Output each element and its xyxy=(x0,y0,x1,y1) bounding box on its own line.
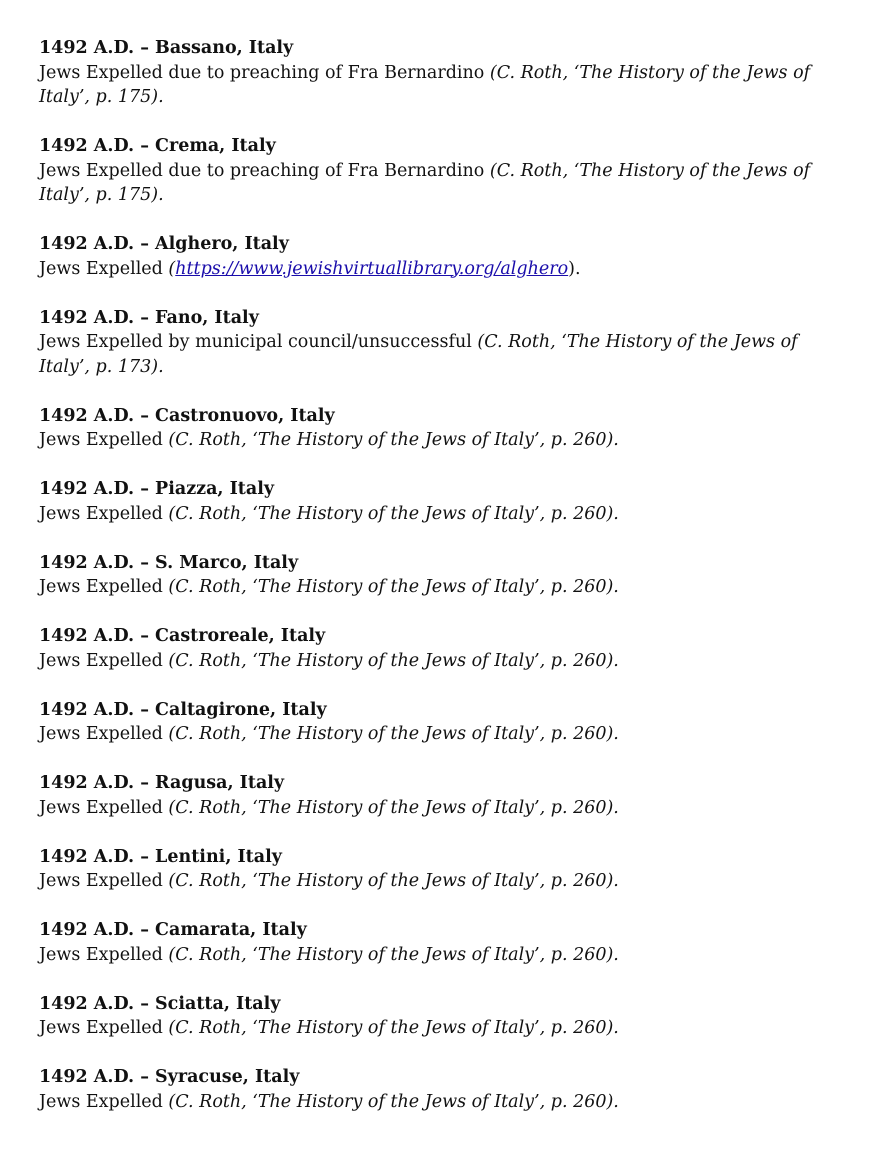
entry-heading: 1492 A.D. – Bassano, Italy xyxy=(39,38,294,58)
entry-text: Jews Expelled xyxy=(39,1091,169,1112)
entry-text: Jews Expelled xyxy=(39,944,169,965)
entry-heading: 1492 A.D. – Piazza, Italy xyxy=(39,479,275,499)
entry-heading: 1492 A.D. – Caltagirone, Italy xyxy=(39,699,327,720)
entry-citation: (C. Roth, ‘The History of the Jews of Italy’, p. 260). xyxy=(168,724,619,744)
entry-citation: (C. Roth, ‘The History of the Jews of Italy’, p. 260). xyxy=(168,577,619,597)
entry-fano xyxy=(39,306,819,380)
entry-heading: 1492 A.D. – S. Marco, Italy xyxy=(39,552,299,573)
entry-citation: (C. Roth, ‘The History of the Jews of Italy’, p. 260). xyxy=(168,871,619,891)
entry-text: Jews Expelled xyxy=(39,871,169,891)
entry-caltagirone xyxy=(39,698,819,747)
entry-heading: 1492 A.D. – Castronuovo, Italy xyxy=(39,405,335,426)
entry-text: Jews Expelled due to preaching of Fra Bernardino xyxy=(39,160,490,181)
entry-body xyxy=(39,722,819,747)
document-body xyxy=(39,36,819,1139)
entry-piazza xyxy=(39,477,819,526)
entry-text: Jews Expelled by municipal council/unsuccessful xyxy=(39,332,478,352)
entry-heading: 1492 A.D. – Fano, Italy xyxy=(39,307,259,328)
entry-s-marco xyxy=(39,551,819,600)
entry-text: Jews Expelled xyxy=(39,1018,169,1038)
entry-citation: (C. Roth, ‘The History of the Jews of Italy’, p. 175). xyxy=(39,160,811,205)
entry-citation: (C. Roth, ‘The History of the Jews of Italy’, p. 260). xyxy=(168,430,619,450)
entry-heading: 1492 A.D. – Sciatta, Italy xyxy=(39,993,281,1014)
entry-text: Jews Expelled xyxy=(39,430,169,450)
entry-crema xyxy=(39,134,819,208)
entry-heading: 1492 A.D. – Lentini, Italy xyxy=(39,846,282,867)
entry-body xyxy=(39,428,819,453)
entry-text: Jews Expelled xyxy=(39,797,169,818)
entry-syracuse xyxy=(39,1065,819,1114)
entry-body xyxy=(39,1016,819,1041)
entry-heading: 1492 A.D. – Camarata, Italy xyxy=(39,920,307,940)
entry-lentini xyxy=(39,845,819,894)
entry-citation: (C. Roth, ‘The History of the Jews of Italy’, p. 260). xyxy=(168,797,619,818)
entry-castronuovo xyxy=(39,404,819,453)
entry-body xyxy=(39,257,819,282)
entry-castroreale xyxy=(39,624,819,673)
entry-text: Jews Expelled due to preaching of Fra Bernardino xyxy=(39,62,490,83)
entry-heading: 1492 A.D. – Crema, Italy xyxy=(39,136,276,156)
entry-text: Jews Expelled xyxy=(39,503,169,524)
entry-camarata xyxy=(39,918,819,967)
source-link[interactable]: https://www.jewishvirtuallibrary.org/alghero xyxy=(175,258,569,279)
entry-body xyxy=(39,330,819,379)
entry-heading: 1492 A.D. – Syracuse, Italy xyxy=(39,1067,300,1087)
entry-body xyxy=(39,943,819,968)
entry-body xyxy=(39,502,819,527)
entry-body xyxy=(39,61,819,110)
entry-citation: (C. Roth, ‘The History of the Jews of Italy’, p. 260). xyxy=(168,1091,619,1112)
entry-alghero xyxy=(39,232,819,281)
entry-citation: (C. Roth, ‘The History of the Jews of Italy’, p. 260). xyxy=(168,944,619,965)
entry-bassano xyxy=(39,36,819,110)
entry-ragusa xyxy=(39,771,819,820)
entry-citation: (C. Roth, ‘The History of the Jews of Italy’, p. 260). xyxy=(168,503,619,524)
entry-heading: 1492 A.D. – Castroreale, Italy xyxy=(39,626,326,646)
entry-text: Jews Expelled xyxy=(39,577,169,597)
entry-body xyxy=(39,159,819,208)
entry-body xyxy=(39,869,819,894)
entry-citation: (C. Roth, ‘The History of the Jews of Italy’, p. 175). xyxy=(39,62,811,107)
entry-heading: 1492 A.D. – Alghero, Italy xyxy=(39,234,289,254)
entry-citation: (C. Roth, ‘The History of the Jews of Italy’, p. 173). xyxy=(39,332,798,377)
entry-heading: 1492 A.D. – Ragusa, Italy xyxy=(39,773,285,793)
entry-text: Jews Expelled xyxy=(39,650,169,671)
entry-body xyxy=(39,649,819,674)
entry-citation: (C. Roth, ‘The History of the Jews of Italy’, p. 260). xyxy=(168,650,619,671)
entry-body xyxy=(39,575,819,600)
entry-body xyxy=(39,796,819,821)
entry-body xyxy=(39,1090,819,1115)
entry-citation: (C. Roth, ‘The History of the Jews of Italy’, p. 260). xyxy=(168,1018,619,1038)
entry-text: Jews Expelled xyxy=(39,724,169,744)
link-close-paren: ). xyxy=(568,258,581,279)
entry-sciatta xyxy=(39,992,819,1041)
entry-text: Jews Expelled xyxy=(39,258,169,279)
link-open-paren: ( xyxy=(168,258,176,279)
